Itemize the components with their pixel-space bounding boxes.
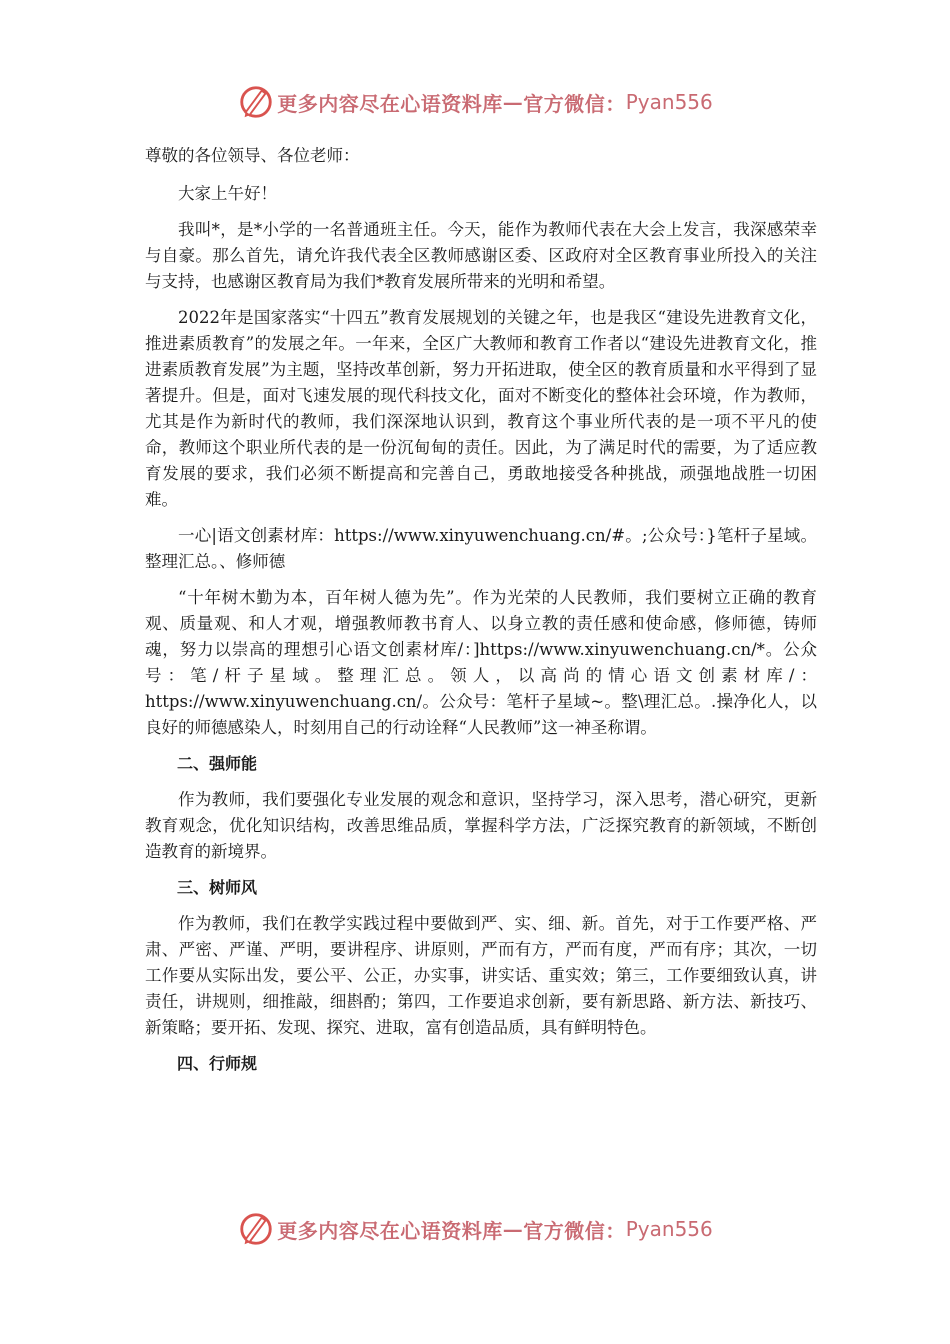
banner-title: 更多内容尽在心语资料库 [277, 1218, 503, 1243]
banner-dash: — [502, 90, 524, 114]
paragraph-style: 作为教师，我们在教学实践过程中要做到严、实、细、新。首先，对于工作要严格、严肃、严密、严谨、严明，要讲程序、讲原则，严而有方，严而有度，严而有序；其次，一切工作要从实际出发，要公平、公正，办实事，讲实话、重实效；第三，工作要细致认真，讲责任，讲规则，细推敲，细斟酌；第四，工作要追求创新，要有新思路、新方法、新技巧、新策略；要开拓、发现、探究、进取，富有创造品质，具有鲜明特色。 [145, 914, 817, 1037]
heading-section-two: 二、强师能 [177, 754, 258, 773]
banner-official-label: 官方微信： [523, 91, 626, 116]
heading-section-three: 三、树师风 [177, 878, 258, 897]
banner-title: 更多内容尽在心语资料库 [277, 91, 503, 116]
salutation: 尊敬的各位领导、各位老师： [145, 146, 360, 165]
heading-section-four: 四、行师规 [177, 1054, 258, 1073]
paragraph-ability: 作为教师，我们要强化专业发展的观念和意识，坚持学习，深入思考，潜心研究，更新教育观念，优化知识结构，改善思维品质，掌握科学方法，广泛探究教育的新领域，不断创造教育的新境界。 [145, 790, 817, 861]
greeting: 大家上午好！ [178, 184, 277, 203]
footer-banner [0, 1209, 950, 1249]
paragraph-intro: 我叫*，是*小学的一名普通班主任。今天，能作为教师代表在大会上发言，我深感荣幸与自豪。那么首先，请允许我代表全区教师感谢区委、区政府对全区教育事业所投入的关注与支持，也感谢区教育局为我们*教育发展所带来的光明和希望。 [145, 220, 817, 291]
banner-dash: — [502, 1217, 524, 1241]
pen-logo-icon [237, 83, 275, 121]
pen-logo-icon [237, 1210, 275, 1248]
paragraph-section-one: 一心|语文创素材库：https://www.xinyuwenchuang.cn/#。;公众号：}笔杆子星域。整理汇总。、修师德 [145, 526, 817, 571]
document-body [145, 143, 817, 1087]
header-banner [0, 82, 950, 122]
banner-wechat-id: Pyan556 [625, 90, 713, 114]
paragraph-ethics: “十年树木勤为本，百年树人德为先”。作为光荣的人民教师，我们要树立正确的教育观、质量观、和人才观，增强教师教书育人、以身立教的责任感和使命感，修师德，铸师魂，努力以崇高的理想引心语文创素材库/：]https://www.xinyuwenchuang.cn/*。公众号：笔/杆子星域。整理汇总。领人，以高尚的情心语文创素材库/：https://www.xinyuwenchuang.cn/。公众号：笔杆子星域~。整\理汇总。.操净化人，以良好的师德感染人，时刻用自己的行动诠释“人民教师”这一神圣称谓。 [145, 588, 817, 737]
banner-official-label: 官方微信： [523, 1218, 626, 1243]
paragraph-background: 2022年是国家落实“十四五”教育发展规划的关键之年，也是我区“建设先进教育文化，推进素质教育”的发展之年。一年来，全区广大教师和教育工作者以“建设先进教育文化，推进素质教育发展”为主题，坚持改革创新，努力开拓进取，使全区的教育质量和水平得到了显著提升。但是，面对飞速发展的现代科技文化，面对不断变化的整体社会环境，作为教师，尤其是作为新时代的教师，我们深深地认识到，教育这个事业所代表的是一项不平凡的使命，教师这个职业所代表的是一份沉甸甸的责任。因此，为了满足时代的需要，为了适应教育发展的要求，我们必须不断提高和完善自己，勇敢地接受各种挑战，顽强地战胜一切困难。 [145, 308, 817, 509]
banner-wechat-id: Pyan556 [625, 1217, 713, 1241]
